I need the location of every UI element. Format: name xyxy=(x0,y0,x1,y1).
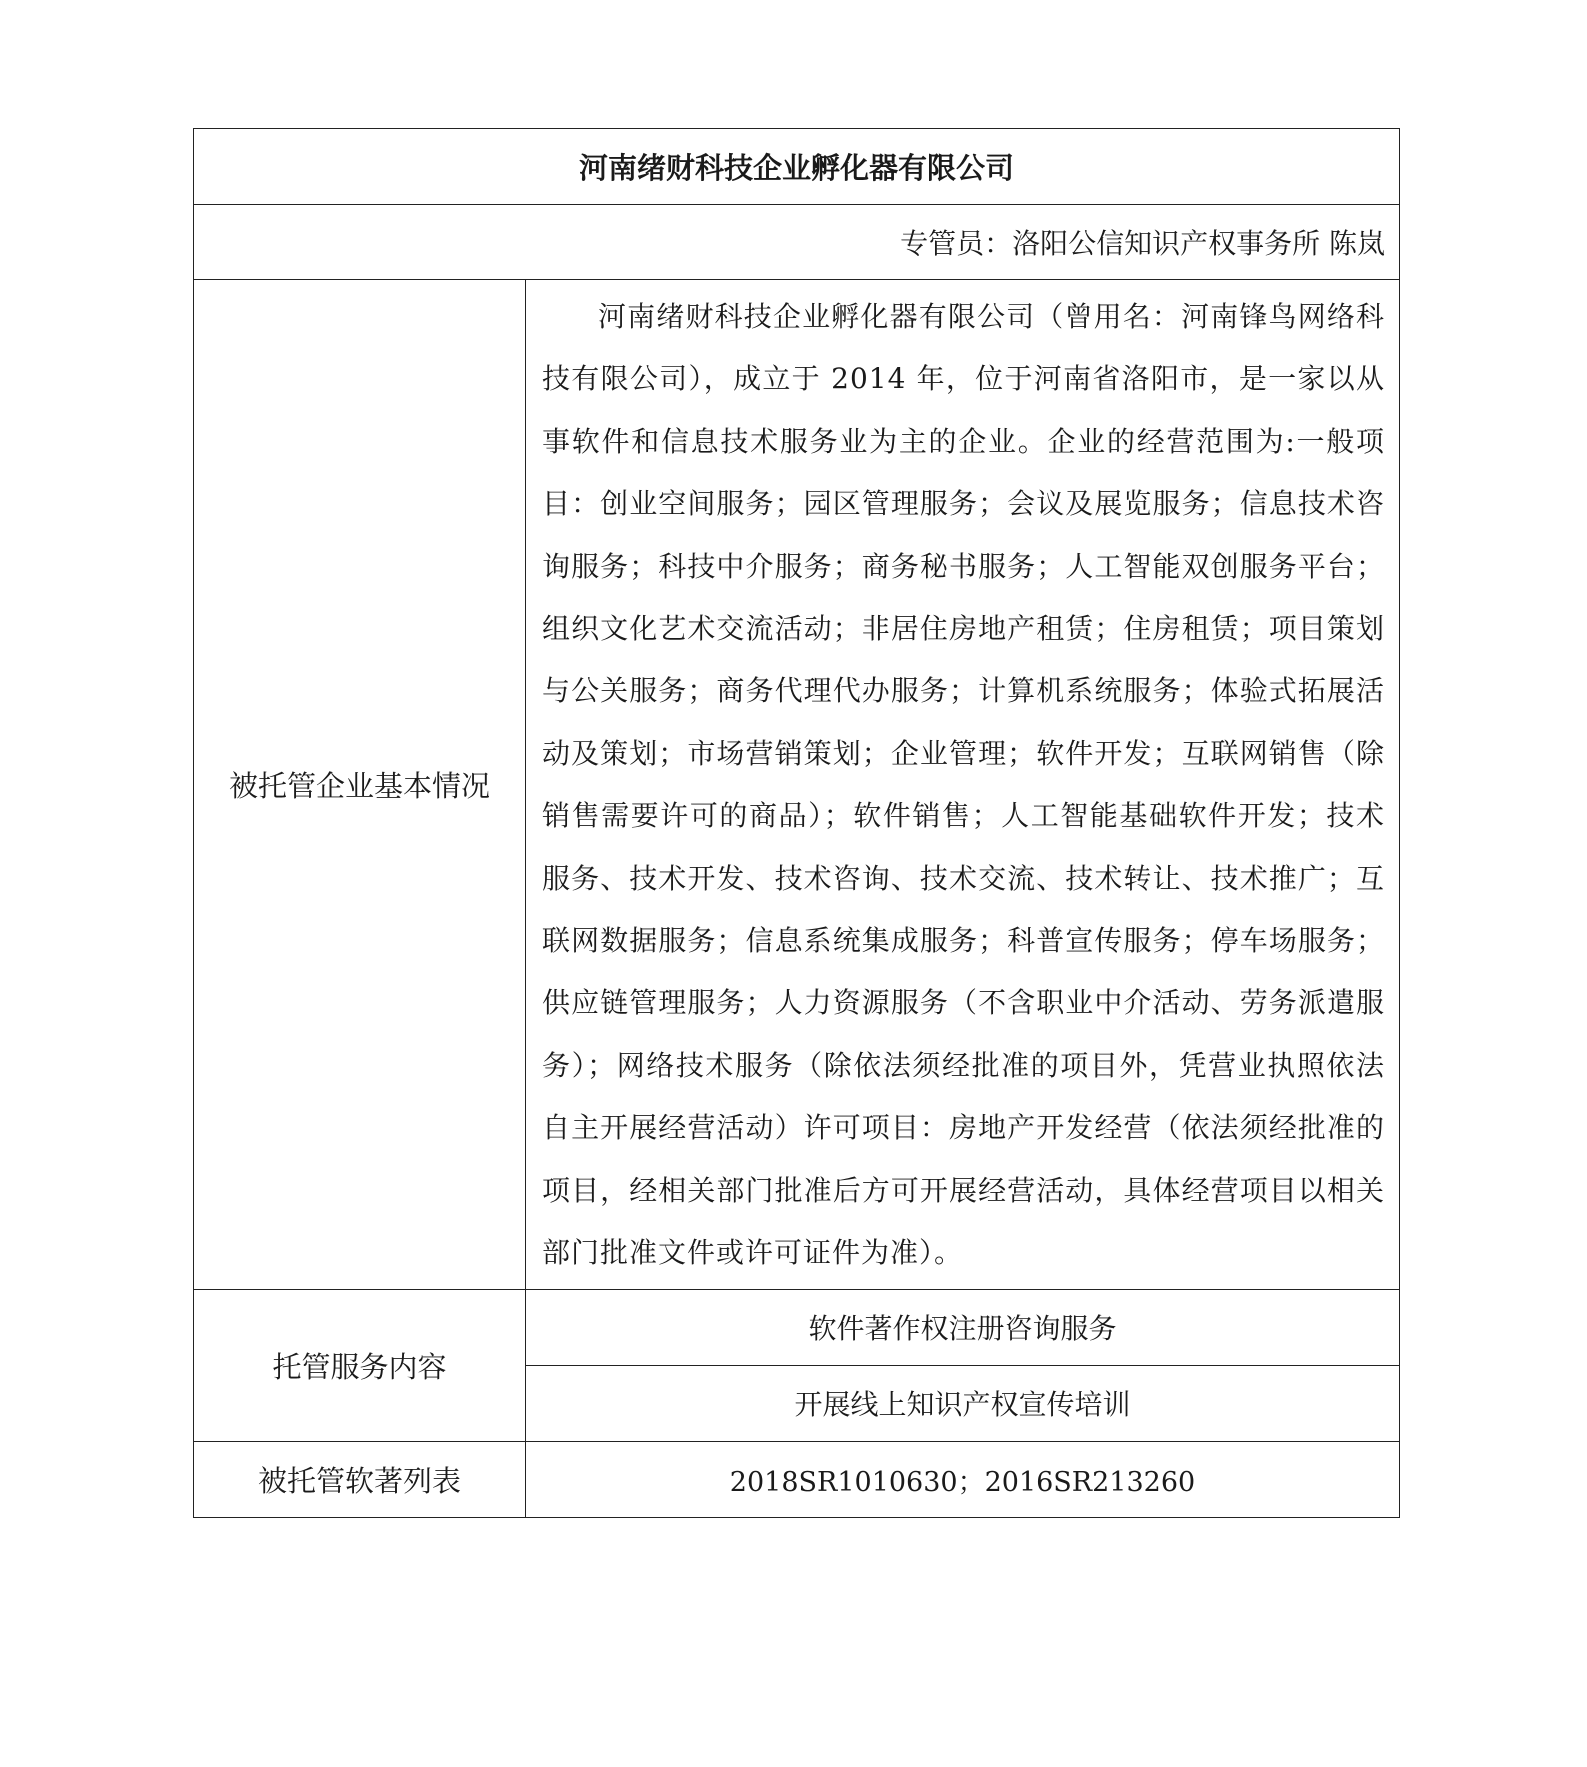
service-item: 开展线上知识产权宣传培训 xyxy=(526,1365,1400,1441)
software-list: 2018SR1010630；2016SR213260 xyxy=(526,1441,1400,1517)
software-label: 被托管软著列表 xyxy=(194,1441,526,1517)
service-item: 软件著作权注册咨询服务 xyxy=(526,1289,1400,1365)
company-title: 河南绪财科技企业孵化器有限公司 xyxy=(194,129,1400,205)
basic-info-cell xyxy=(526,280,1400,1290)
basic-info-row xyxy=(194,280,1400,1290)
basic-info-description: 河南绪财科技企业孵化器有限公司（曾用名：河南锋鸟网络科技有限公司），成立于 2014 年，位于河南省洛阳市，是一家以从事软件和信息技术服务业为主的企业。企业的经营范围为:一般项目：创业空间服务；园区管理服务；会议及展览服务；信息技术咨询服务；科技中介服务；商务秘书服务；人工智能双创服务平台；组织文化艺术交流活动；非居住房地产租赁；住房租赁；项目策划与公关服务；商务代理代办服务；计算机系统服务；体验式拓展活动及策划；市场营销策划；企业管理；软件开发；互联网销售（除销售需要许可的商品）；软件销售；人工智能基础软件开发；技术服务、技术开发、技术咨询、技术交流、技术转让、技术推广；互联网数据服务；信息系统集成服务；科普宣传服务；停车场服务；供应链管理服务；人力资源服务（不含职业中介活动、劳务派遣服务）；网络技术服务（除依法须经批准的项目外，凭营业执照依法自主开展经营活动）许可项目：房地产开发经营（依法须经批准的项目，经相关部门批准后方可开展经营活动，具体经营项目以相关部门批准文件或许可证件为准）。 xyxy=(542,300,1386,1270)
supervisor-text: 专管员：洛阳公信知识产权事务所 陈岚 xyxy=(194,205,1400,280)
company-info-table xyxy=(193,128,1400,1518)
services-label: 托管服务内容 xyxy=(194,1289,526,1441)
supervisor-row xyxy=(194,205,1400,280)
title-row xyxy=(194,129,1400,205)
basic-info-label: 被托管企业基本情况 xyxy=(194,280,526,1290)
service-row-1 xyxy=(194,1289,1400,1365)
software-row xyxy=(194,1441,1400,1517)
